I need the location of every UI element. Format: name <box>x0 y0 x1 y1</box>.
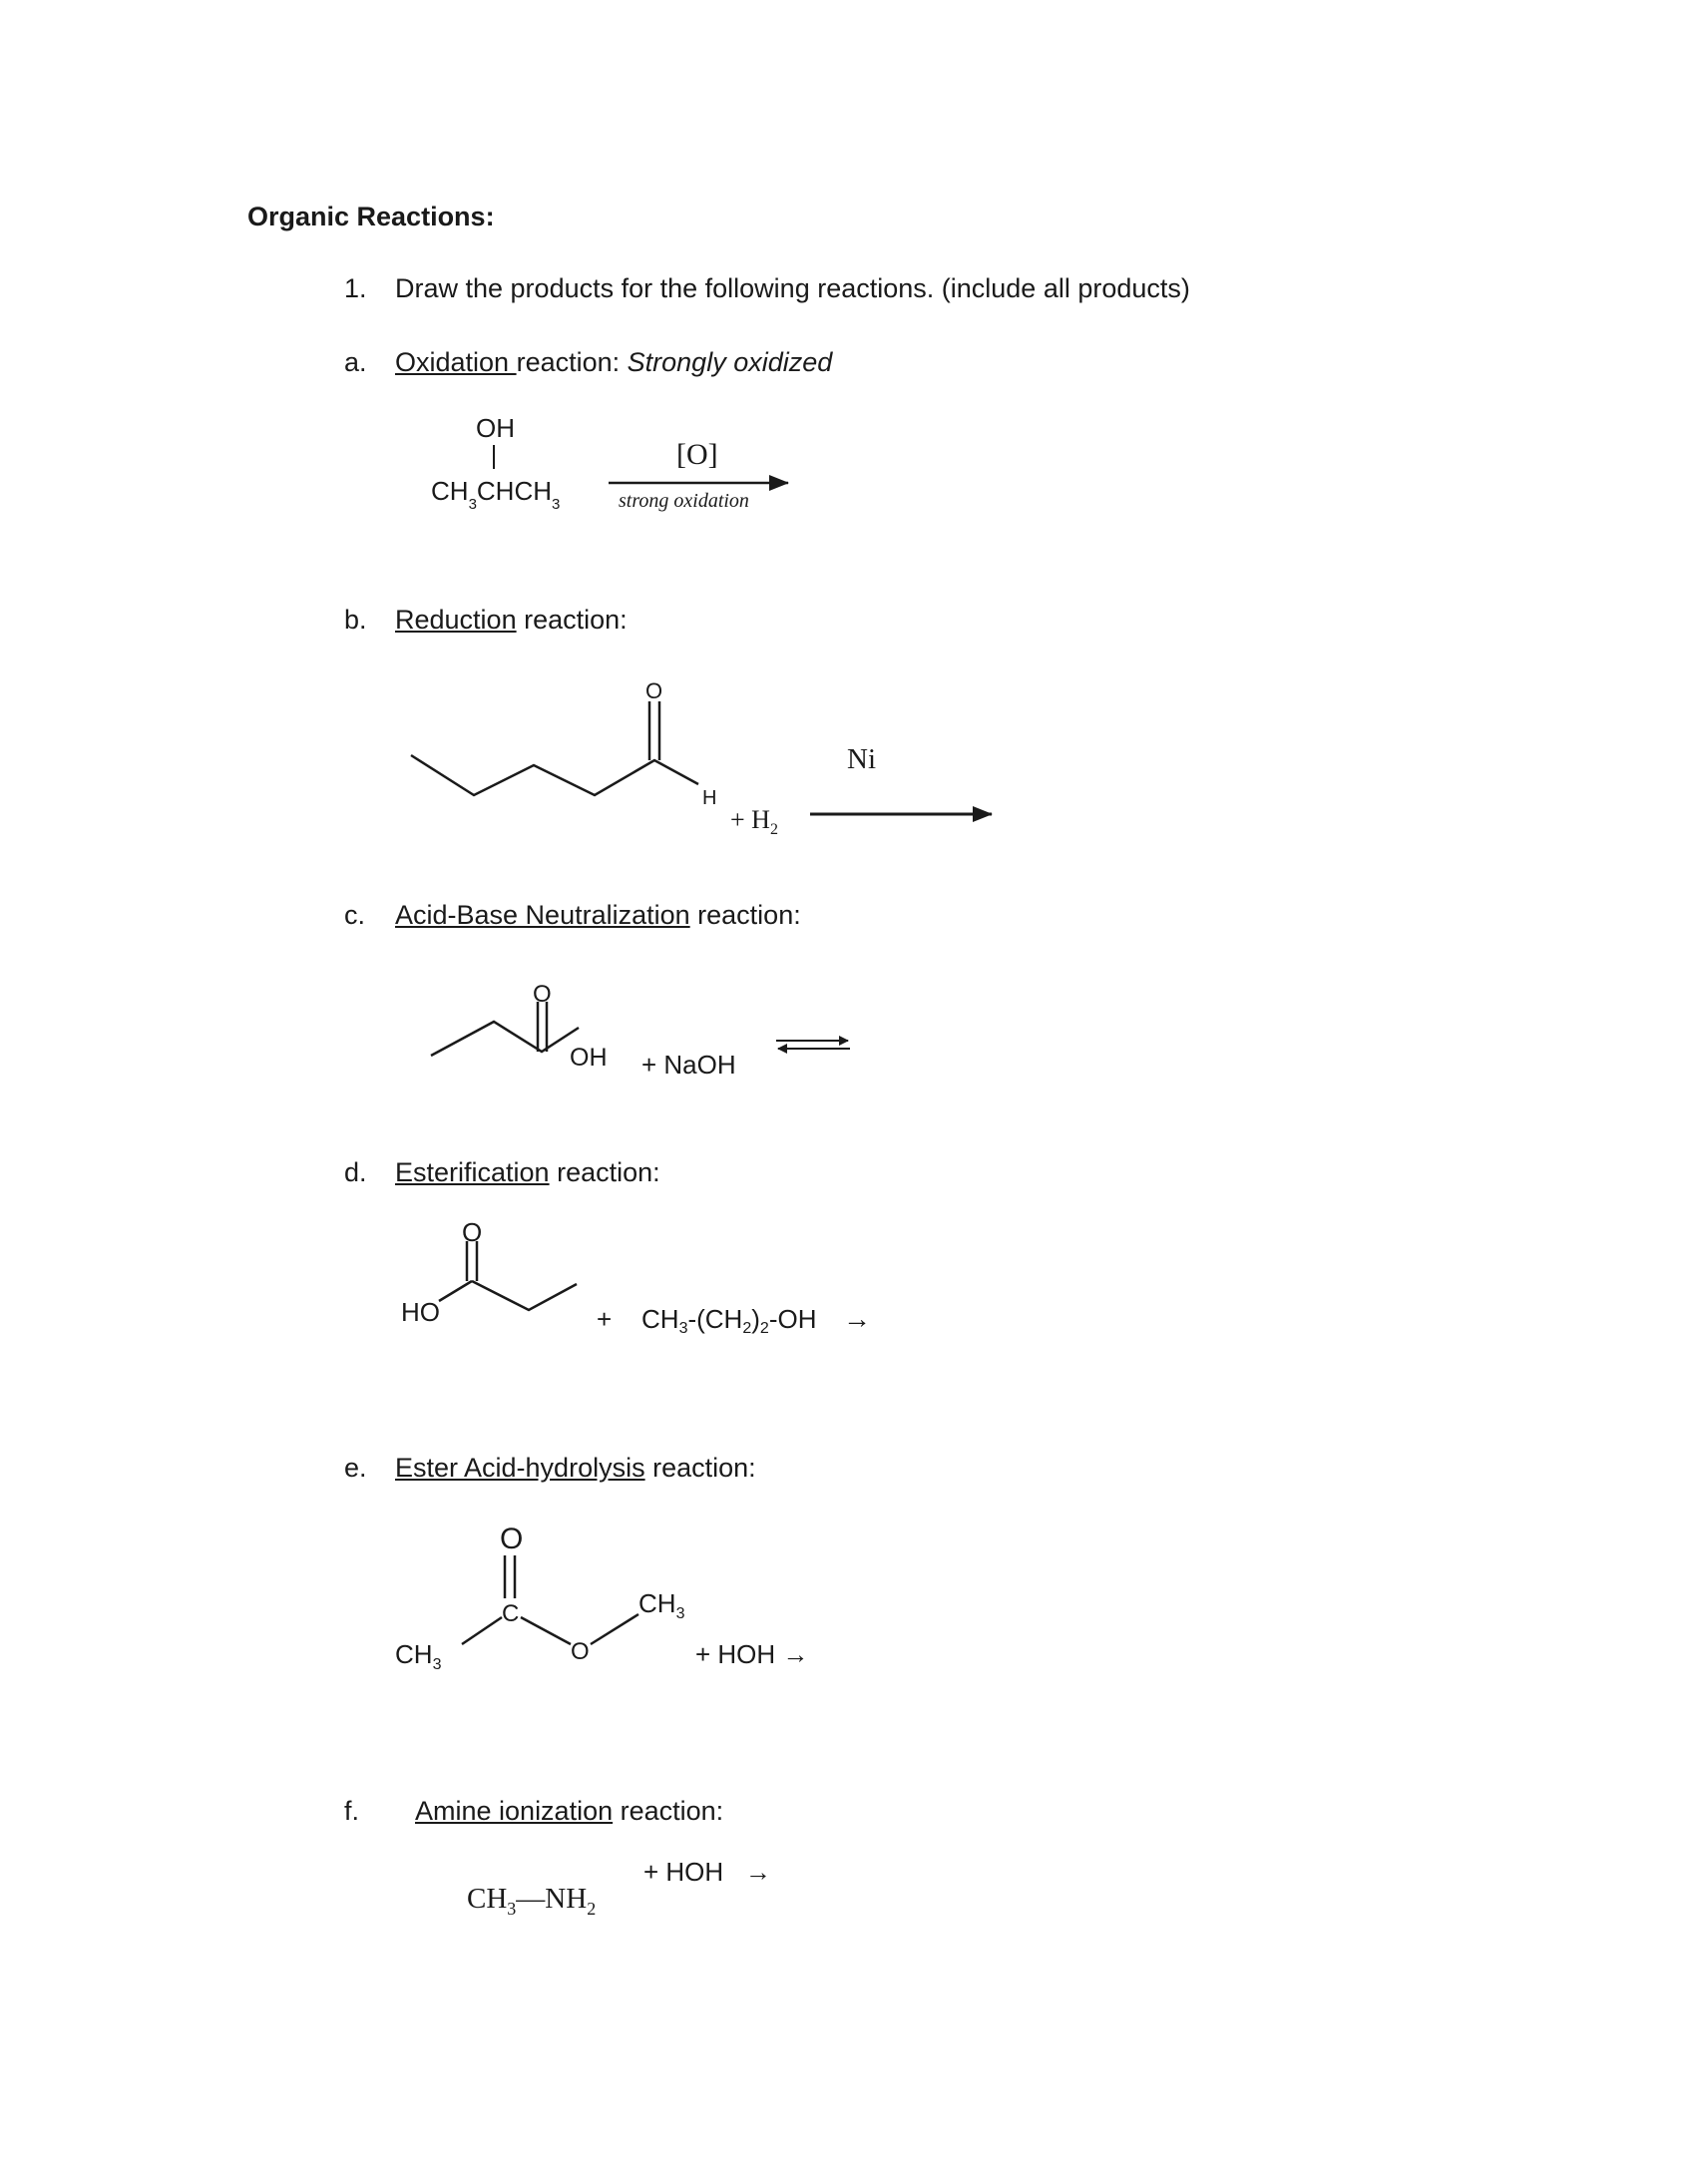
part-e-letter: e. <box>344 1453 367 1483</box>
part-d-reagent-b: -(CH <box>687 1304 743 1334</box>
part-a-sub1: 3 <box>468 496 477 513</box>
part-d-skeleton <box>472 1281 577 1310</box>
part-c-o: O <box>533 981 552 1008</box>
part-a-extra: Strongly oxidized <box>627 347 833 377</box>
part-b-name: Reduction <box>395 605 517 635</box>
part-b-reagent-text: + H <box>730 805 770 834</box>
part-e-suffix: reaction: <box>644 1453 756 1483</box>
part-d-molecule <box>401 1217 577 1327</box>
part-a-letter: a. <box>344 347 367 377</box>
part-a-arrow-below: strong oxidation <box>619 490 749 512</box>
part-e-bond-o <box>521 1617 571 1644</box>
part-e-molecule <box>395 1523 685 1673</box>
part-f-b: NH <box>545 1883 588 1915</box>
part-e-name: Ester Acid-hydrolysis <box>395 1453 645 1483</box>
part-e-bond-left <box>462 1617 502 1644</box>
part-a-sub2: 3 <box>552 496 561 513</box>
part-f-reagent: + HOH → <box>643 1857 771 1887</box>
part-a-oh: OH <box>476 413 515 443</box>
part-f-letter: f. <box>344 1796 360 1826</box>
page-title: Organic Reactions: <box>247 202 495 231</box>
part-f-bond: — <box>516 1883 546 1915</box>
part-d-reagent-s3: 2 <box>759 1320 769 1337</box>
part-f-molecule <box>467 1883 596 1919</box>
part-b-catalyst: Ni <box>847 743 876 775</box>
part-d-reagent-s1: 3 <box>678 1320 688 1337</box>
part-a-molecule <box>431 413 560 513</box>
part-d-arrow-icon: → <box>843 1303 871 1334</box>
part-e-c: C <box>502 1600 520 1627</box>
part-b-suffix: reaction: <box>516 605 628 635</box>
part-d-reagent <box>641 1304 817 1337</box>
part-d-bond-oh <box>439 1281 472 1301</box>
part-b-reagent <box>730 805 778 838</box>
part-b-o: O <box>645 678 663 703</box>
part-b-h: H <box>702 787 717 809</box>
part-e-o-ring: O <box>571 1638 590 1665</box>
part-a-mid: CHCH <box>476 476 553 506</box>
part-f-s1: 3 <box>507 1899 517 1919</box>
part-e-ch3-left <box>395 1639 442 1673</box>
part-a-suffix: reaction: <box>516 347 628 377</box>
part-f-s2: 2 <box>587 1899 597 1919</box>
part-c-oh: OH <box>570 1044 608 1072</box>
part-d-reagent-s2: 2 <box>742 1320 752 1337</box>
part-d-reagent-d: -OH <box>768 1304 817 1334</box>
part-c-suffix: reaction: <box>689 900 801 930</box>
part-d-reagent-a: CH <box>641 1304 679 1334</box>
part-b-letter: b. <box>344 605 367 635</box>
part-b-reagent-sub: 2 <box>769 821 778 838</box>
part-e-ch3-right-text: CH <box>638 1588 676 1618</box>
part-e-ch3-right <box>638 1588 685 1622</box>
part-d-ho: HO <box>401 1297 440 1327</box>
part-e-ch3-left-sub: 3 <box>432 1656 442 1673</box>
part-c-letter: c. <box>344 900 366 930</box>
part-c-skeleton <box>431 1022 579 1056</box>
part-c-name: Acid-Base Neutralization <box>395 900 690 930</box>
part-a-formula <box>431 476 560 513</box>
part-d-suffix: reaction: <box>549 1157 660 1187</box>
part-e-reagent: + HOH → <box>695 1639 809 1669</box>
part-a-ch: CH <box>431 476 469 506</box>
part-e-o-top: O <box>500 1523 524 1555</box>
part-d-plus: + <box>597 1304 613 1334</box>
part-d-name: Esterification <box>395 1157 550 1187</box>
part-b-skeleton <box>411 755 698 795</box>
part-e-ch3-left-text: CH <box>395 1639 433 1669</box>
part-d-reagent-c: ) <box>751 1304 760 1334</box>
equilibrium-arrow-icon <box>776 1041 850 1049</box>
part-a-arrow-above: [O] <box>676 438 718 471</box>
part-e-bond-right <box>591 1614 638 1644</box>
part-f-name: Amine ionization <box>415 1796 614 1826</box>
question-text: Draw the products for the following reactions. (include all products) <box>395 273 1190 303</box>
part-c-molecule <box>431 981 608 1072</box>
part-d-letter: d. <box>344 1157 367 1187</box>
part-f-a: CH <box>467 1883 508 1915</box>
part-f-suffix: reaction: <box>613 1796 724 1826</box>
part-a-name: Oxidation <box>395 347 517 377</box>
part-e-ch3-right-sub: 3 <box>675 1605 685 1622</box>
part-d-o: O <box>462 1217 483 1247</box>
part-c-reagent: + NaOH <box>641 1050 736 1080</box>
question-number: 1. <box>344 273 367 303</box>
part-b-molecule <box>411 678 716 809</box>
